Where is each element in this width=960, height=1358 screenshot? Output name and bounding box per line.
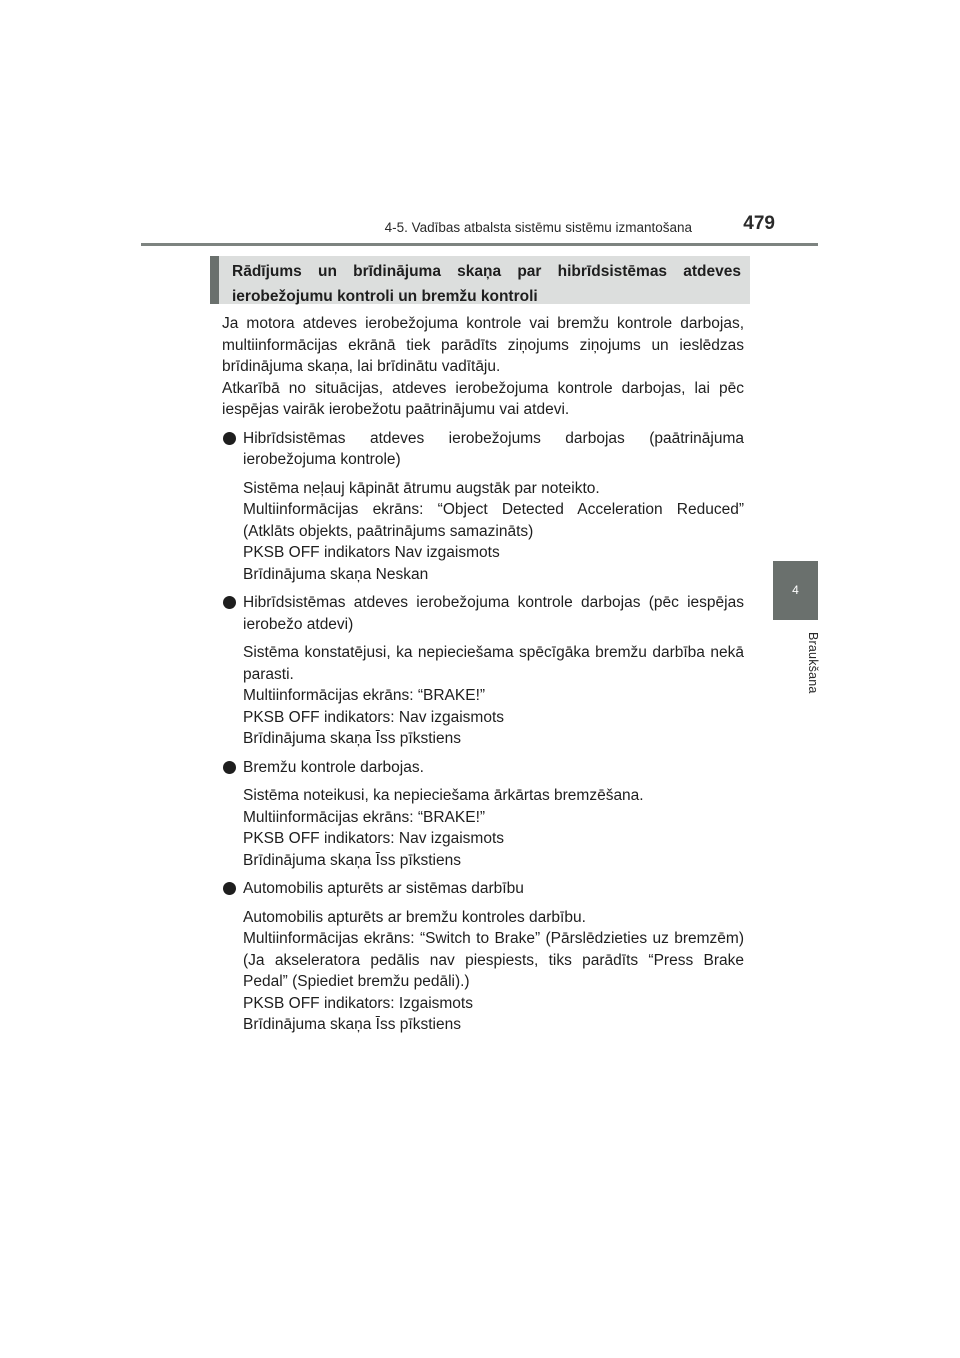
main-content [222,313,744,1036]
bullet-icon [223,761,236,774]
detail-line: PKSB OFF indikators Nav izgaismots [243,544,500,561]
chapter-tab [773,561,818,620]
list-item-heading-text: Hibrīdsistēmas atdeves ierobežojums darbojas (paātrinājuma ierobežojuma kontrole) [243,429,744,468]
detail-line: Brīdinājuma skaņa Neskan [243,565,429,583]
list-item-heading-text: Hibrīdsistēmas atdeves ierobežojuma kontrole darbojas (pēc iespējas ierobežo atdevi) [243,594,744,633]
list-item-heading [222,592,744,635]
header-section-title: 4-5. Vadības atbalsta sistēmu sistēmu izmantošana [384,220,692,235]
detail-line: Multiinformācijas ekrāns: “BRAKE!” [243,687,486,704]
list-item-heading-text: Automobilis apturēts ar sistēmas darbību [243,880,524,897]
list-item-heading [222,757,744,779]
header-divider [141,243,818,246]
detail-line: Brīdinājuma skaņa Īss pīkstiens [243,730,461,747]
detail-line: Multiinformācijas ekrāns: “Switch to Brake” (Pārslēdzieties uz bremzēm) (Ja akseleratora pedālis nav piespiests, tiks parādīts “Press Brake Pedal” (Spiediet bremžu pedāli).) [243,930,744,990]
intro-paragraph: Atkarībā no situācijas, atdeves ierobežojuma kontrole darbojas, lai pēc iespējas vairāk ierobežotu paātrinājumu vai atdevi. [222,379,744,418]
detail-line: Sistēma noteikusi, ka nepieciešama ārkārtas bremzēšana. [243,787,644,804]
list-item-details [222,478,744,586]
bullet-icon [223,432,236,445]
chapter-tab-label: Braukšana [806,632,820,694]
intro-paragraph: Ja motora atdeves ierobežojuma kontrole vai bremžu kontrole darbojas, multiinformācijas ekrānā tiek parādīts ziņojums ziņojums un ieslēdzas brīdinājuma skaņa, lai brīdinātu vadītāju. [222,315,744,375]
detail-line: Brīdinājuma skaņa Īss pīkstiens [243,1016,461,1033]
detail-line: Multiinformācijas ekrāns: “Object Detected Acceleration Reduced” (Atklāts objekts, paātrinājums samazināts) [243,501,744,540]
detail-line: Brīdinājuma skaņa Īss pīkstiens [243,851,461,869]
detail-line: PKSB OFF indikators: Nav izgaismots [243,830,504,847]
section-heading-box [210,256,750,304]
list-item-heading-text: Bremžu kontrole darbojas. [243,758,424,776]
detail-line: Automobilis apturēts ar bremžu kontroles darbību. [243,908,586,926]
detail-line: PKSB OFF indikators: Nav izgaismots [243,708,504,726]
list-item-heading [222,878,744,900]
detail-line: Sistēma konstatējusi, ka nepieciešama spēcīgāka bremžu darbība nekā parasti. [243,644,744,683]
detail-line: Multiinformācijas ekrāns: “BRAKE!” [243,808,486,826]
list-item-details [222,642,744,750]
detail-line: PKSB OFF indikators: Izgaismots [243,994,473,1012]
list-item-details [222,785,744,871]
bullet-icon [223,882,236,895]
bullet-icon [223,596,236,609]
detail-line: Sistēma neļauj kāpināt ātrumu augstāk par noteikto. [243,479,600,497]
list-item-details [222,907,744,1036]
list-item-heading [222,428,744,471]
section-title: Rādījums un brīdinājuma skaņa par hibrīdsistēmas atdeves ierobežojumu kontroli un bremžu kontroli [232,263,741,305]
page-number: 479 [743,213,775,234]
chapter-tab-number: 4 [792,583,799,597]
